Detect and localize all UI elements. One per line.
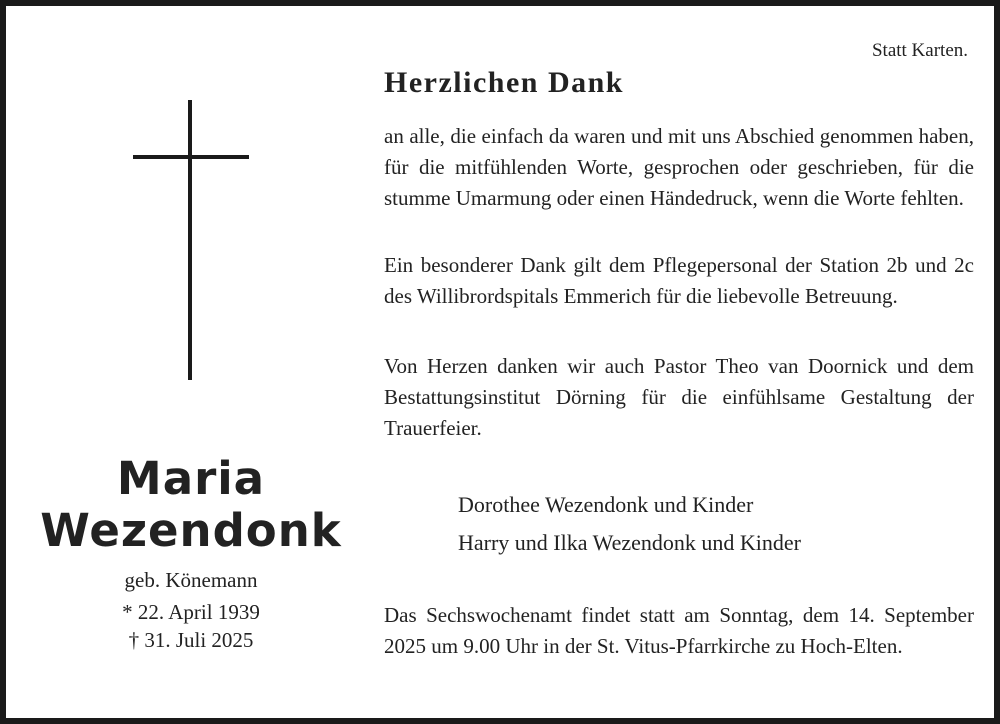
service-announcement: Das Sechswochenamt findet statt am Sonntag, dem 14. September 2025 um 9.00 Uhr in der St. Vitus-Pfarrkirche zu Hoch-Elten.	[384, 603, 974, 658]
birth-date: * 22. April 1939	[122, 600, 260, 624]
cross-vertical-bar	[188, 100, 192, 380]
statt-karten-note: Statt Karten.	[871, 40, 968, 61]
thanks-paragraph-1: an alle, die einfach da waren und mit uns Abschied genommen haben, für die mitfühlenden Worte, gesprochen oder geschrieben, für die stumme Umarmung oder einen Händedruck, wenn die Worte fehlten.	[384, 124, 974, 210]
notice-heading: Herzlichen Dank	[384, 66, 624, 99]
thanks-paragraph-2: Ein besonderer Dank gilt dem Pflegepersonal der Station 2b und 2c des Willibrordspitals Emmerich für die liebevolle Betreuung.	[384, 253, 974, 308]
deceased-first-name: Maria	[116, 452, 266, 505]
death-date: † 31. Juli 2025	[128, 628, 254, 652]
deceased-last-name: Wezendonk	[40, 504, 342, 557]
thanks-paragraph-3: Von Herzen danken wir auch Pastor Theo van Doornick und dem Bestattungsinstitut Dörning für die einfühlsame Gestaltung der Trauerfeier.	[384, 354, 974, 440]
cross-horizontal-bar	[133, 155, 249, 159]
signature-line-1: Dorothee Wezendonk und Kinder	[458, 492, 754, 517]
signature-line-2: Harry und Ilka Wezendonk und Kinder	[458, 530, 801, 555]
birth-name: geb. Könemann	[124, 568, 258, 592]
signatures	[458, 486, 801, 562]
